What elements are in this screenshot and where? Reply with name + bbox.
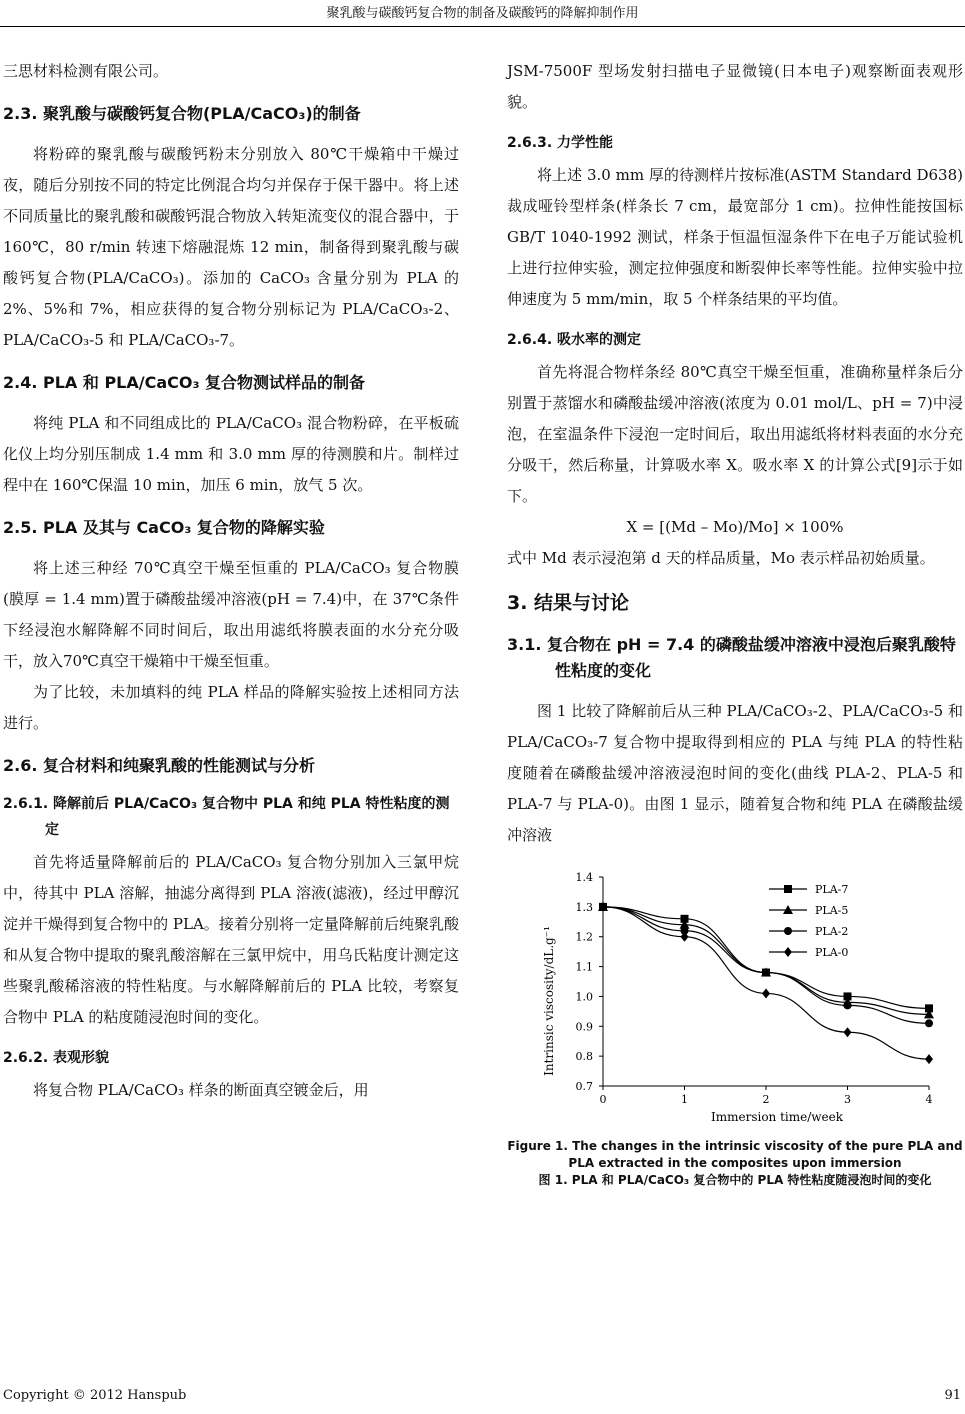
x-axis-label: Immersion time/week: [710, 1110, 844, 1124]
series-line: [603, 907, 929, 1059]
section-heading-2-6: 2.6. 复合材料和纯聚乳酸的性能测试与分析: [3, 756, 315, 775]
data-point: [762, 969, 770, 977]
y-tick-label: 1.2: [575, 930, 593, 944]
chart-legend: [769, 883, 848, 959]
subsection-heading-2-6-4: 2.6.4. 吸水率的测定: [507, 332, 642, 348]
y-axis-label: Intrinsic viscosity/dL.g⁻¹: [542, 926, 556, 1076]
paragraph: 图 1 比较了降解前后从三种 PLA/CaCO₃-2、PLA/CaCO₃-5 和 PLA/CaCO₃-7 复合物中提取得到相应的 PLA 与纯 PLA 的特性粘度随着在磷酸盐缓冲溶液浸泡时间的变化(曲线 PLA-2、PLA-5 和 PLA-7 与 PLA-0)。由图 1 显示，随着复合物和纯 PLA 在磷酸盐缓冲溶液: [507, 702, 963, 844]
header-rule: [0, 26, 965, 27]
paragraph: 将纯 PLA 和不同组成比的 PLA/CaCO₃ 混合物粉碎，在平板硫化仪上均分别压制成 1.4 mm 和 3.0 mm 厚的待测膜和片。制样过程中在 160℃保温 10 min，加压 6 min，放气 5 次。: [3, 414, 459, 494]
data-point: [844, 1001, 852, 1009]
x-tick-label: 4: [925, 1093, 933, 1106]
y-tick-label: 1.4: [575, 871, 593, 884]
section-heading-2-5: 2.5. PLA 及其与 CaCO₃ 复合物的降解实验: [3, 518, 325, 537]
legend-marker: [784, 947, 792, 957]
left-column: [3, 56, 459, 1106]
paragraph: 将上述 3.0 mm 厚的待测样片按标准(ASTM Standard D638)裁成哑铃型样条(样条长 7 cm，最宽部分 1 cm)。拉伸性能按国标 GB/T 1040-1992 测试，样条于恒温恒湿条件下在电子万能试验机上进行拉伸实验，测定拉伸强度和断裂伸长率等性能。拉伸实验中拉伸速度为 5 mm/min，取 5 个样条结果的平均值。: [507, 166, 963, 308]
legend-label: PLA-5: [815, 904, 849, 917]
legend-label: PLA-7: [815, 883, 849, 896]
figure-caption-en: Figure 1. The changes in the intrinsic viscosity of the pure PLA and PLA extracted in the composites upon immersion: [507, 1139, 963, 1170]
y-tick-label: 1.1: [575, 960, 593, 974]
data-point: [925, 1054, 933, 1064]
paragraph: JSM-7500F 型场发射扫描电子显微镜(日本电子)观察断面表观形貌。: [507, 62, 963, 111]
data-point: [762, 988, 770, 998]
paragraph: 式中 Md 表示浸泡第 d 天的样品质量，Mo 表示样品初始质量。: [507, 549, 935, 567]
subsection-heading-2-6-2: 2.6.2. 表观形貌: [3, 1050, 110, 1066]
x-tick-label: 3: [844, 1093, 851, 1106]
section-heading-3: 3. 结果与讨论: [507, 592, 630, 614]
section-heading-3-1: 3.1. 复合物在 pH = 7.4 的磷酸盐缓冲溶液中浸泡后聚乳酸特性粘度的变化: [507, 635, 956, 680]
y-tick-label: 1.0: [575, 990, 593, 1004]
chart-ticks: [576, 871, 933, 1106]
paragraph: 首先将适量降解前后的 PLA/CaCO₃ 复合物分别加入三氯甲烷中，待其中 PLA 溶解，抽滤分离得到 PLA 溶液(滤液)，经过甲醇沉淀并干燥得到复合物中的 PLA。接着分别将一定量降解前后纯聚乳酸和从复合物中提取的聚乳酸溶解在三氯甲烷中，用乌氏粘度计测定这些聚乳酸稀溶液的特性粘度。与水解降解前后的 PLA 比较，考察复合物中 PLA 的粘度随浸泡时间的变化。: [3, 853, 459, 1026]
right-column: [507, 56, 963, 1189]
subsection-heading-2-6-3: 2.6.3. 力学性能: [507, 135, 614, 151]
y-tick-label: 0.7: [575, 1080, 593, 1093]
chart-axes: [603, 877, 929, 1086]
chart-series: [598, 902, 934, 1064]
figure-caption-zh: 图 1. PLA 和 PLA/CaCO₃ 复合物中的 PLA 特性粘度随浸泡时间的变化: [538, 1173, 932, 1187]
legend-label: PLA-2: [815, 925, 849, 938]
section-heading-2-4: 2.4. PLA 和 PLA/CaCO₃ 复合物测试样品的制备: [3, 373, 366, 392]
series-pla-0: [599, 902, 933, 1064]
paragraph: 将上述三种经 70℃真空干燥至恒重的 PLA/CaCO₃ 复合物膜(膜厚 = 1.4 mm)置于磷酸盐缓冲溶液(pH = 7.4)中，在 37℃条件下经浸泡水解降解不同时间后，取出用滤纸将膜表面的水分充分吸干，放入70℃真空干燥箱中干燥至恒重。: [3, 559, 459, 670]
formula: X = [(Md – Mo)/Mo] × 100%: [626, 518, 844, 536]
legend-marker: [784, 885, 792, 893]
data-point: [925, 1019, 933, 1027]
page-number: 91: [944, 1388, 961, 1403]
x-tick-label: 1: [681, 1093, 688, 1106]
paragraph: 三思材料检测有限公司。: [3, 62, 169, 80]
x-tick-label: 0: [599, 1093, 607, 1106]
y-tick-label: 0.8: [575, 1050, 593, 1064]
data-point: [844, 1027, 852, 1037]
figure-1: [507, 867, 963, 1189]
subsection-heading-2-6-1: 2.6.1. 降解前后 PLA/CaCO₃ 复合物中 PLA 和纯 PLA 特性粘度的测定: [3, 796, 450, 838]
paragraph: 将复合物 PLA/CaCO₃ 样条的断面真空镀金后，用: [33, 1081, 369, 1099]
legend-marker: [784, 927, 792, 935]
y-tick-label: 0.9: [575, 1020, 593, 1034]
viscosity-line-chart: [507, 867, 963, 1127]
paragraph: 首先将混合物样条经 80℃真空干燥至恒重，准确称量样条后分别置于蒸馏水和磷酸盐缓冲溶液(浓度为 0.01 mol/L、pH = 7)中浸泡，在室温条件下浸泡一定时间后，取出用滤纸将材料表面的水分充分吸干，然后称量，计算吸水率 X。吸水率 X 的计算公式[9]示于如下。: [507, 363, 963, 505]
paragraph: 为了比较，未加填料的纯 PLA 样品的降解实验按上述相同方法进行。: [3, 683, 459, 732]
copyright: Copyright © 2012 Hanspub: [3, 1388, 187, 1403]
series-pla-2: [599, 903, 933, 1027]
running-header: 聚乳酸与碳酸钙复合物的制备及碳酸钙的降解抑制作用: [326, 6, 639, 21]
y-tick-label: 1.3: [575, 900, 593, 914]
section-heading-2-3: 2.3. 聚乳酸与碳酸钙复合物(PLA/CaCO₃)的制备: [3, 104, 361, 123]
legend-label: PLA-0: [815, 946, 849, 959]
paragraph: 将粉碎的聚乳酸与碳酸钙粉末分别放入 80℃干燥箱中干燥过夜，随后分别按不同的特定比例混合均匀并保存于保干器中。将上述不同质量比的聚乳酸和碳酸钙混合物放入转矩流变仪的混合器中，于 160℃，80 r/min 转速下熔融混炼 12 min，制备得到聚乳酸与碳酸钙复合物(PLA/CaCO₃)。添加的 CaCO₃ 含量分别为 PLA 的 2%、5%和 7%，相应获得的复合物分别标记为 PLA/CaCO₃-2、PLA/CaCO₃-5 和 PLA/CaCO₃-7。: [3, 145, 459, 349]
x-tick-label: 2: [762, 1093, 770, 1106]
